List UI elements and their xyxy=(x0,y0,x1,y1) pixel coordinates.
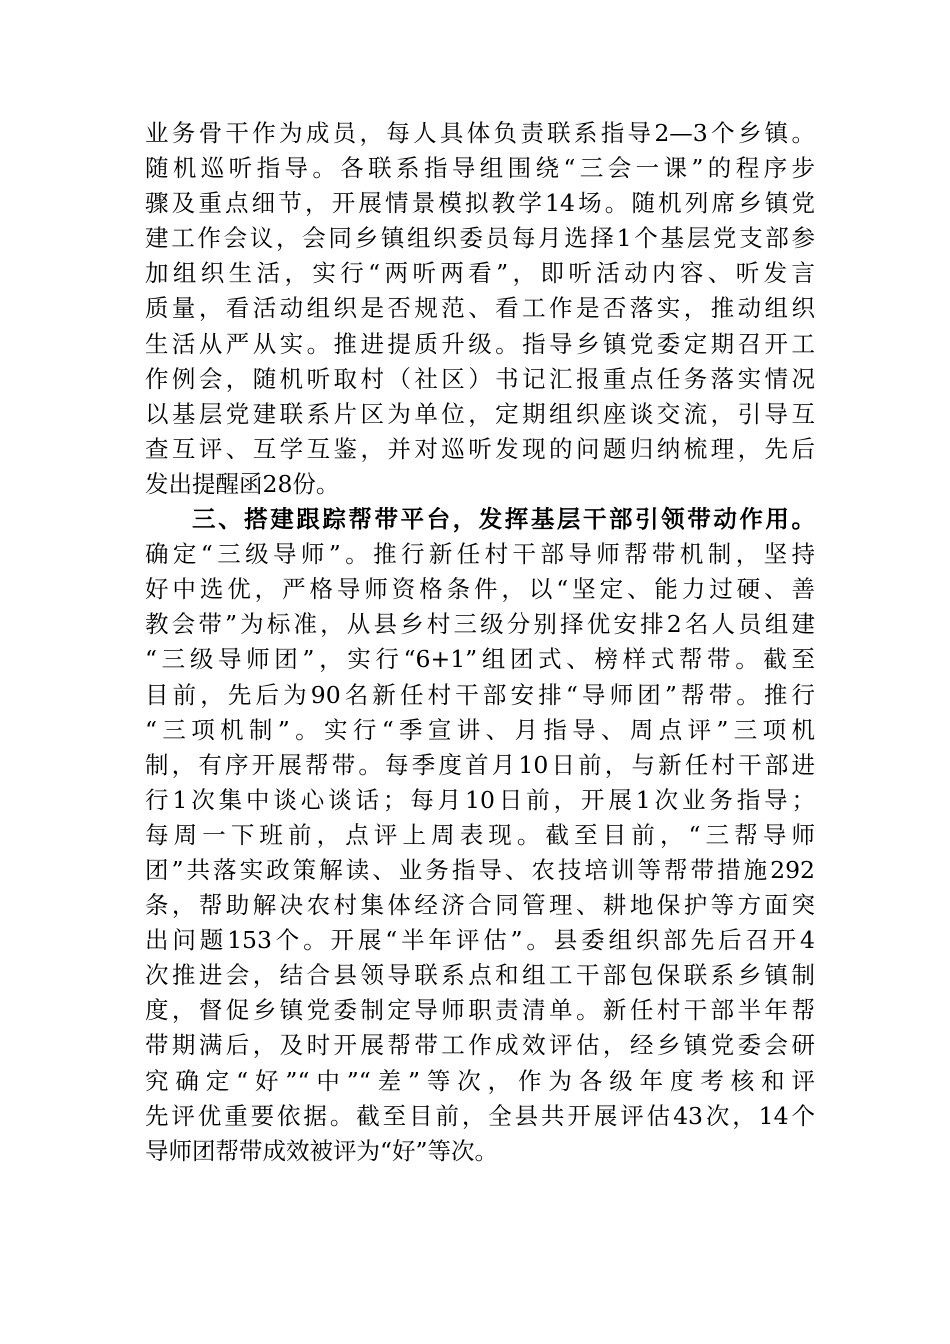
text-line: 团”共落实政策解读、业务指导、农技培训等帮带措施292 xyxy=(145,855,815,884)
text-line: 先评优重要依据。截至目前，全县共开展评估43次，14个 xyxy=(145,1101,815,1130)
text-line: 制，有序开展帮带。每季度首月10日前，与新任村干部进 xyxy=(145,750,815,779)
text-line: 建工作会议，会同乡镇组织委员每月选择1个基层党支部参 xyxy=(145,224,815,253)
text-line: 骤及重点细节，开展情景模拟教学14场。随机列席乡镇党 xyxy=(145,189,815,218)
text-line: 教会带”为标准，从县乡村三级分别择优安排2名人员组建 xyxy=(145,610,815,639)
text-line: 出问题153个。开展“半年评估”。县委组织部先后召开4 xyxy=(145,926,815,955)
text-line: 带期满后，及时开展帮带工作成效评估，经乡镇党委会研 xyxy=(145,1031,815,1060)
text-line: 每周一下班前，点评上周表现。截至目前，“三帮导师 xyxy=(145,820,815,849)
text-line: 质量，看活动组织是否规范、看工作是否落实，推动组织 xyxy=(145,294,815,323)
text-line: 加组织生活，实行“两听两看”，即听活动内容、听发言 xyxy=(145,259,815,288)
section-heading: 三、搭建跟踪帮带平台，发挥基层干部引领带动作用。 xyxy=(192,505,815,534)
text-line: 条，帮助解决农村集体经济合同管理、耕地保护等方面突 xyxy=(145,891,815,920)
text-line: 发出提醒函28份。 xyxy=(145,469,340,498)
text-line: 随机巡听指导。各联系指导组围绕“三会一课”的程序步 xyxy=(145,154,815,183)
text-line: 生活从严从实。推进提质升级。指导乡镇党委定期召开工 xyxy=(145,329,815,358)
text-line: 查互评、互学互鉴，并对巡听发现的问题归纳梳理，先后 xyxy=(145,434,815,463)
text-line: 究确定“好”“中”“差”等次，作为各级年度考核和评 xyxy=(145,1066,815,1095)
text-line: 以基层党建联系片区为单位，定期组织座谈交流，引导互 xyxy=(145,399,815,428)
text-line: 作例会，随机听取村（社区）书记汇报重点任务落实情况 xyxy=(145,364,815,393)
text-line: 确定“三级导师”。推行新任村干部导师帮带机制，坚持 xyxy=(145,540,815,569)
text-line: “三级导师团”，实行“6+1”组团式、榜样式帮带。截至 xyxy=(145,645,815,674)
body-text xyxy=(145,116,815,1169)
text-line: 导师团帮带成效被评为“好”等次。 xyxy=(145,1136,499,1165)
text-line: “三项机制”。实行“季宣讲、月指导、周点评”三项机 xyxy=(145,715,815,744)
text-line: 行1次集中谈心谈话；每月10日前，开展1次业务指导； xyxy=(145,785,815,814)
text-line: 好中选优，严格导师资格条件，以“坚定、能力过硬、善 xyxy=(145,575,815,604)
text-line: 目前，先后为90名新任村干部安排“导师团”帮带。推行 xyxy=(145,680,815,709)
text-line: 业务骨干作为成员，每人具体负责联系指导2—3个乡镇。 xyxy=(145,119,815,147)
text-line: 度，督促乡镇党委制定导师职责清单。新任村干部半年帮 xyxy=(145,996,815,1025)
text-line: 次推进会，结合县领导联系点和组工干部包保联系乡镇制 xyxy=(145,961,815,990)
